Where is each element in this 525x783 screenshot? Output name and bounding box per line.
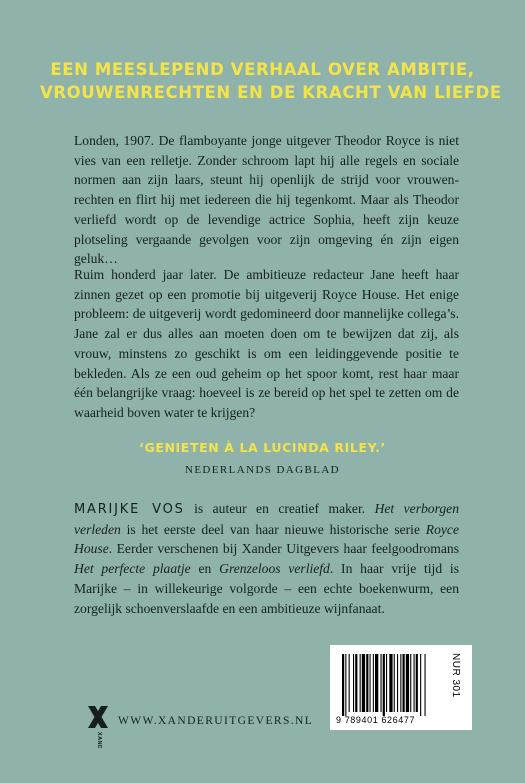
tagline xyxy=(40,58,502,104)
logo-wordmark: XANDER xyxy=(96,732,102,748)
book-title: Grenzeloos verliefd xyxy=(219,561,330,577)
bio-text: en xyxy=(190,561,220,577)
publisher-website: WWW.XANDERUITGEVERS.NL xyxy=(118,715,314,727)
blurb-paragraph-2: Ruim honderd jaar later. De ambitieuze redacteur Jane heeft haar zinnen gezet op een promotie bij uitgeverij Royce House. Het enige probleem: de uitgeverij wordt gedomineerd door mannelijke collega’s. Jane zal er dus alles aan moeten doen om te bewijzen dat zij, als vrouw, minstens zo geschikt is om een leidinggevende positie te bekleden. Als ze een oud geheim op het spoor komt, rest haar maar één belangrijke vraag: hoeveel is ze bereid op het spel te zetten om de waarheid boven water te krijgen? xyxy=(74,267,459,420)
review-source: NEDERLANDS DAGBLAD xyxy=(184,464,341,476)
isbn-barcode xyxy=(330,645,472,730)
bio-text: . Eerder verschenen bij Xander Uitgevers haar feelgoodromans xyxy=(108,541,459,557)
series-title: Royce House xyxy=(74,521,459,557)
author-bio xyxy=(74,499,459,618)
barcode-bars xyxy=(342,654,442,716)
blurb-paragraph-1: Londen, 1907. De flamboyante jonge uitgever Theodor Royce is niet vies van een relletje. Zonder schroom lapt hij alle regels en sociale normen aan zijn laars, steunt hij openlijk de strijd voor vrouwenrechten en flirt hij met iedereen die hij tegenkomt. Maar als Theodor verliefd wordt op de levendige actrice Sophia, heeft zijn keuze plotseling vergaande gevolgen voor zijn omgeving én zijn eigen geluk… xyxy=(74,133,459,267)
nur-code: NUR 301 xyxy=(450,653,461,698)
author-name: MARIJKE VOS xyxy=(74,502,185,517)
bio-text: is auteur en creatief maker. xyxy=(184,501,375,516)
review-quote: ‘GENIETEN À LA LUCINDA RILEY.’ xyxy=(139,440,386,455)
tagline-line-2: VROUWENRECHTEN EN DE KRACHT VAN LIEFDE xyxy=(40,83,502,102)
tagline-line-1: EEN MEESLEPEND VERHAAL OVER AMBITIE, xyxy=(50,60,475,79)
book-title: Het perfecte plaatje xyxy=(74,561,191,577)
isbn-number: 9 789401 626477 xyxy=(336,715,416,725)
bio-text: . In haar vrije tijd is Marijke – in willekeurige volgorde – een echte boekenwurm, een zorgelijk schoenverslaafde en een ambitieuze wijnfanaat. xyxy=(74,561,459,616)
book-title: Het verborgen verleden xyxy=(74,501,460,537)
xander-logo xyxy=(86,704,110,748)
bio-text: is het eerste deel van haar nieuwe historische serie xyxy=(120,521,426,537)
